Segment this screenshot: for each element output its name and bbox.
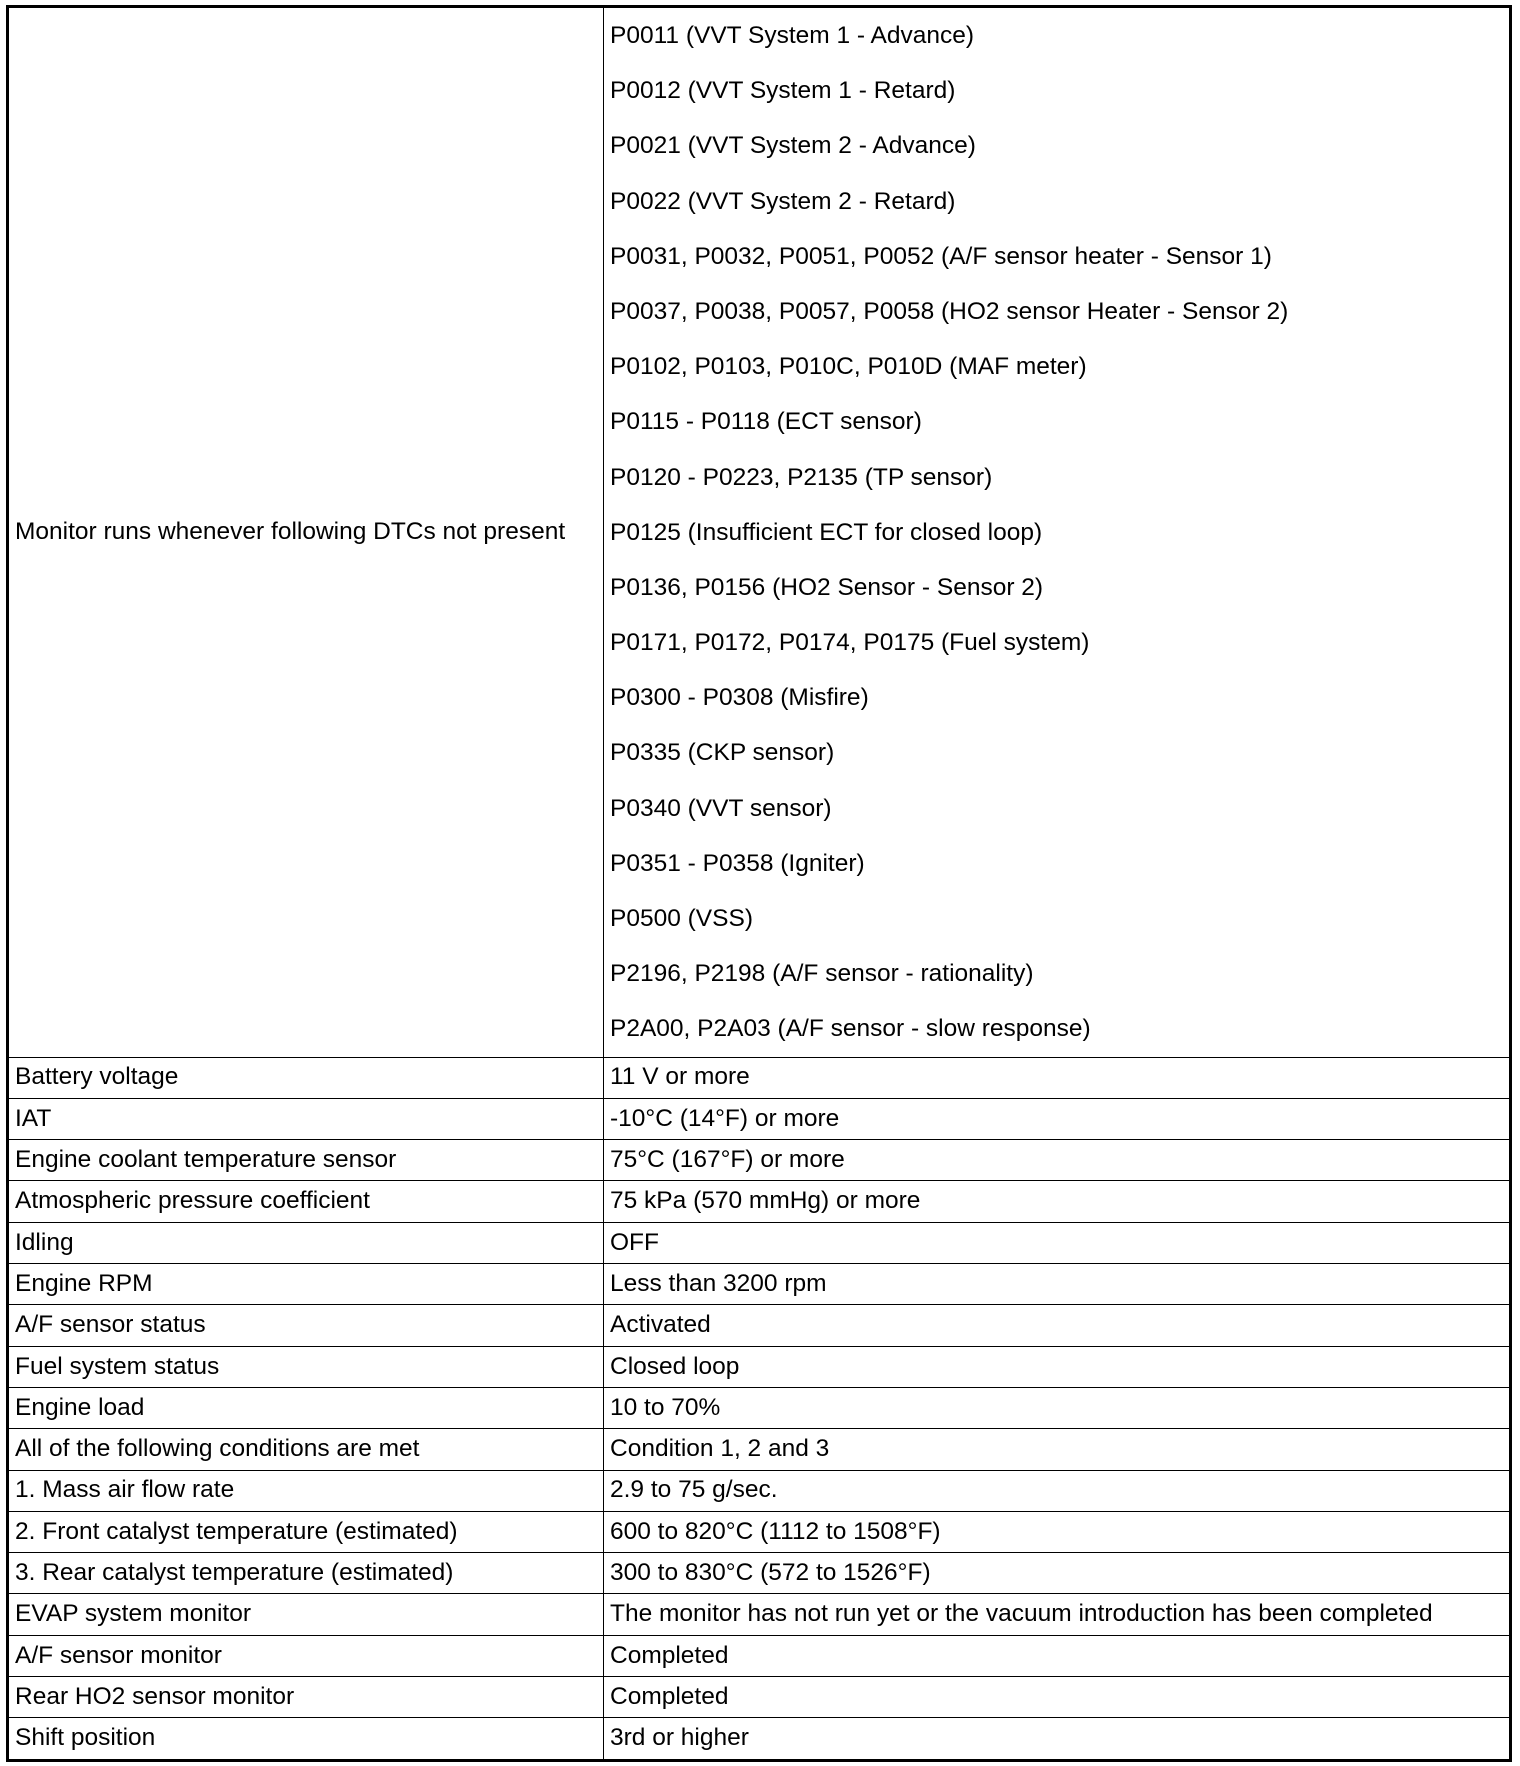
condition-row-atmospheric-pressure [8,1181,1511,1222]
condition-value: 11 V or more [604,1057,1511,1098]
condition-value: 10 to 70% [604,1387,1511,1428]
dtc-item: P0500 (VSS) [610,905,753,932]
condition-row-mass-air-flow [8,1470,1511,1511]
condition-value: 2.9 to 75 g/sec. [604,1470,1511,1511]
condition-value: Activated [604,1305,1511,1346]
condition-row-battery-voltage [8,1057,1511,1098]
dtc-item: P0021 (VVT System 2 - Advance) [610,132,976,160]
condition-label: EVAP system monitor [8,1594,604,1635]
condition-row-rear-ho2-monitor [8,1677,1511,1718]
condition-label: Fuel system status [8,1346,604,1387]
condition-row-idling [8,1222,1511,1263]
condition-label: Engine coolant temperature sensor [8,1140,604,1181]
condition-row-fuel-system-status [8,1346,1511,1387]
dtc-item: P0125 (Insufficient ECT for closed loop) [610,518,1043,546]
dtc-row [8,7,1511,1058]
condition-value: 75 kPa (570 mmHg) or more [604,1181,1511,1222]
condition-row-af-sensor-monitor [8,1635,1511,1676]
dtc-item: P0171, P0172, P0174, P0175 (Fuel system) [610,629,1090,657]
condition-value: -10°C (14°F) or more [604,1098,1511,1139]
condition-value: Closed loop [604,1346,1511,1387]
condition-label: 1. Mass air flow rate [8,1470,604,1511]
condition-row-rear-catalyst-temp [8,1553,1511,1594]
condition-row-all-conditions [8,1429,1511,1470]
condition-value: Completed [604,1677,1511,1718]
condition-label: Atmospheric pressure coefficient [8,1181,604,1222]
dtc-item: P0037, P0038, P0057, P0058 (HO2 sensor Heater - Sensor 2) [610,297,1289,325]
dtc-item: P0136, P0156 (HO2 Sensor - Sensor 2) [610,573,1044,601]
dtc-item: P0120 - P0223, P2135 (TP sensor) [610,463,993,491]
condition-row-af-sensor-status [8,1305,1511,1346]
condition-value: 300 to 830°C (572 to 1526°F) [604,1553,1511,1594]
condition-row-engine-load [8,1387,1511,1428]
condition-label: A/F sensor monitor [8,1635,604,1676]
condition-label: Battery voltage [8,1057,604,1098]
condition-value: Condition 1, 2 and 3 [604,1429,1511,1470]
condition-label: 2. Front catalyst temperature (estimated) [8,1511,604,1552]
condition-row-shift-position [8,1718,1511,1760]
condition-label: All of the following conditions are met [8,1429,604,1470]
condition-row-front-catalyst-temp [8,1511,1511,1552]
condition-label: Rear HO2 sensor monitor [8,1677,604,1718]
condition-row-ect-sensor [8,1140,1511,1181]
dtc-item: P0300 - P0308 (Misfire) [610,684,869,712]
dtc-item: P0335 (CKP sensor) [610,739,835,767]
dtc-item: P2A00, P2A03 (A/F sensor - slow response) [610,1015,1091,1043]
dtc-list-cell [604,7,1511,1058]
condition-value: Less than 3200 rpm [604,1264,1511,1305]
dtc-item: P0011 (VVT System 1 - Advance) [610,22,975,49]
condition-value: 75°C (167°F) or more [604,1140,1511,1181]
condition-value: Completed [604,1635,1511,1676]
condition-row-engine-rpm [8,1264,1511,1305]
condition-label: Engine load [8,1387,604,1428]
dtc-item: P2196, P2198 (A/F sensor - rationality) [610,960,1034,988]
dtc-item: P0351 - P0358 (Igniter) [610,849,865,877]
dtc-item: P0031, P0032, P0051, P0052 (A/F sensor heater - Sensor 1) [610,242,1272,270]
condition-value: OFF [604,1222,1511,1263]
monitor-conditions-table [6,5,1512,1762]
condition-value: 3rd or higher [604,1718,1511,1760]
condition-row-iat [8,1098,1511,1139]
dtc-item: P0340 (VVT sensor) [610,794,832,822]
condition-value: 600 to 820°C (1112 to 1508°F) [604,1511,1511,1552]
condition-label: Engine RPM [8,1264,604,1305]
dtc-item: P0012 (VVT System 1 - Retard) [610,77,956,105]
dtc-row-label: Monitor runs whenever following DTCs not present [8,7,604,1058]
condition-label: Shift position [8,1718,604,1760]
condition-row-evap-monitor [8,1594,1511,1635]
condition-value: The monitor has not run yet or the vacuum introduction has been completed [604,1594,1511,1635]
dtc-item: P0102, P0103, P010C, P010D (MAF meter) [610,353,1087,381]
condition-label: 3. Rear catalyst temperature (estimated) [8,1553,604,1594]
dtc-item: P0022 (VVT System 2 - Retard) [610,187,956,215]
condition-label: IAT [8,1098,604,1139]
condition-label: Idling [8,1222,604,1263]
condition-label: A/F sensor status [8,1305,604,1346]
dtc-item: P0115 - P0118 (ECT sensor) [610,408,922,436]
dtc-list [610,8,1503,1057]
